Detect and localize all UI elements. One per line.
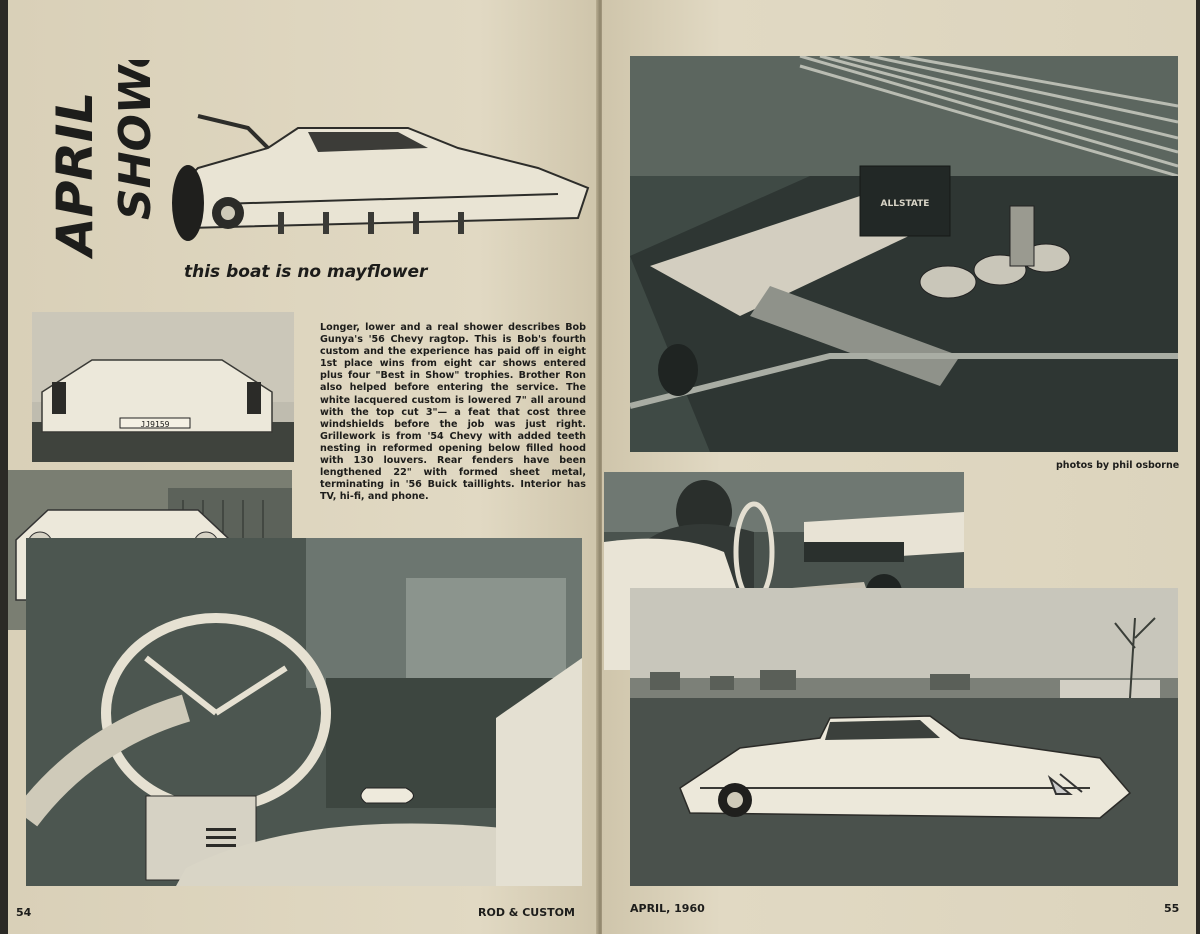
roadside-car-photo [630, 588, 1178, 886]
article-body: Longer, lower and a real shower describes Bob Gunya's '56 Chevy ragtop. This is Bob's fourth custom and the experience has paid off in eight 1st place wins from eight car shows entered plus four "Best in Show" trophies. Brother Ron also helped before entering the service. The white lacquered custom is lowered 7" all around with the top cut 3"— a feat that cost three windshields before the job was just right. Grillework is from '54 Chevy with added teeth nesting in reformed opening below filled hood with 130 louvers. Rear fenders have been lengthened 22" with formed sheet metal, terminating in '56 Buick taillights. Interior has TV, hi-fi, and phone. [320, 322, 586, 503]
headline-line-april: APRIL [46, 91, 104, 256]
rear-view-photo [32, 312, 294, 462]
headline-line-shower: SHOWer [110, 60, 161, 220]
battery-brand-label: ALLSTATE [880, 199, 930, 209]
magazine-name: ROD & CUSTOM [478, 906, 575, 919]
left-page [8, 0, 598, 934]
engine-bay-photo [630, 56, 1178, 452]
issue-date: APRIL, 1960 [630, 902, 705, 915]
right-page-number: 55 [1164, 902, 1180, 915]
left-page-number: 54 [16, 906, 32, 919]
rear-license-plate: JJ9159 [140, 420, 170, 429]
subtitle: this boat is no mayflower [184, 262, 428, 282]
photo-credit: photos by phil osborne [1056, 460, 1180, 471]
interior-phone-photo [26, 538, 582, 886]
headline [32, 60, 162, 260]
right-page [602, 0, 1196, 934]
lead-car-photo [158, 108, 593, 246]
